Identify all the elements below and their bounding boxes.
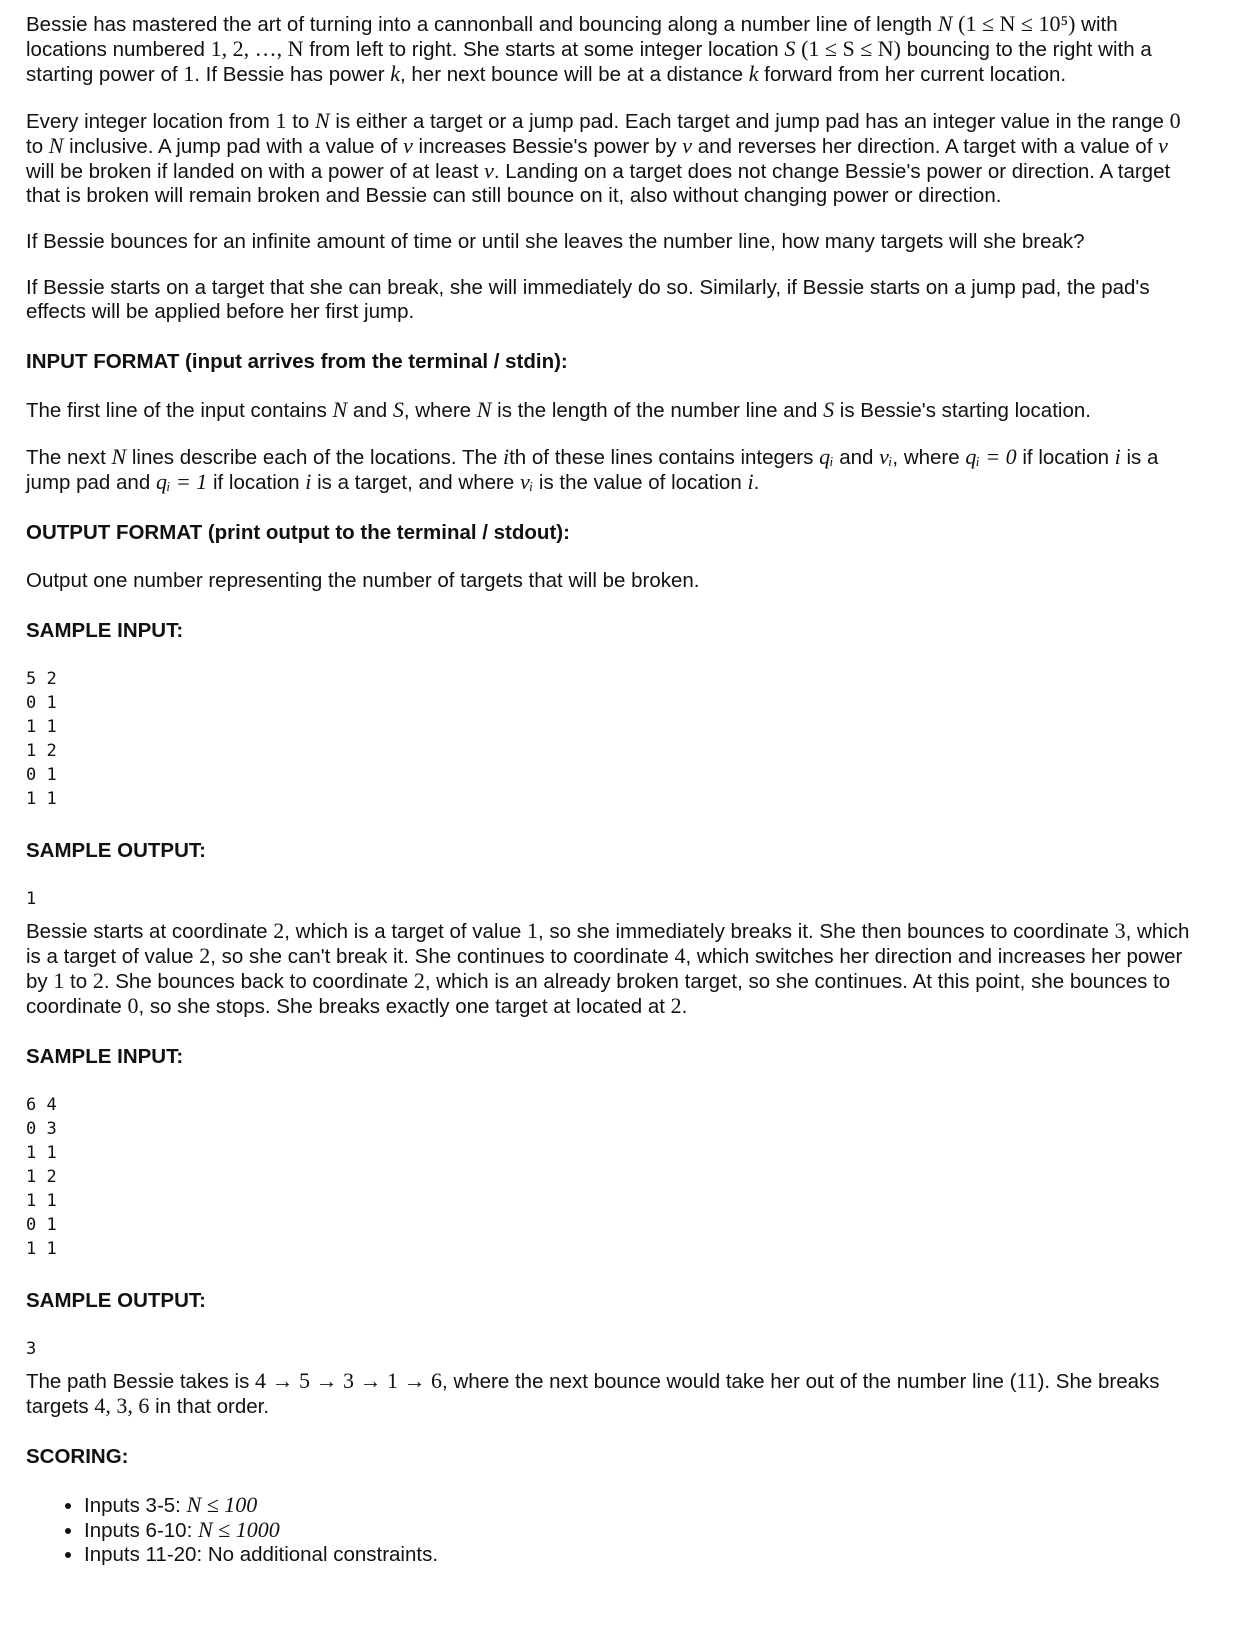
text: , which is a target of value — [26, 920, 1190, 968]
math: 1 — [526, 918, 538, 943]
text: , which switches her direction and increases her power by — [26, 945, 1183, 993]
text: The path Bessie takes is — [26, 1370, 256, 1393]
text: to — [64, 970, 93, 993]
math: 2 — [273, 918, 285, 943]
math: N — [332, 397, 348, 422]
math: qᵢ = 1 — [155, 469, 208, 494]
math: vᵢ — [519, 469, 534, 494]
text: Every integer location from — [26, 110, 276, 133]
text: . If Bessie has power — [194, 63, 391, 86]
output-format-paragraph: Output one number representing the number of targets that will be broken. — [26, 569, 700, 592]
text: is the value of location — [533, 471, 748, 494]
text: , which is a target of value — [284, 920, 527, 943]
math: S — [392, 397, 404, 422]
math: S — [823, 397, 835, 422]
math: N — [315, 108, 330, 133]
math: N — [476, 397, 492, 422]
text: , which is an already broken target, so she continues. At this point, she bounces to coordinate — [26, 970, 1171, 1018]
text: . She bounces back to coordinate — [103, 970, 414, 993]
math: i — [747, 469, 754, 494]
math: i — [502, 444, 510, 469]
intro-paragraph-4: If Bessie starts on a target that she can break, she will immediately do so. Similarly, if Bessie starts on a jump pad, the pad's effects will be applied before her first jump. — [26, 276, 1150, 323]
math: 1 — [53, 968, 65, 993]
text: . — [753, 471, 760, 494]
sample-input-heading-2: SAMPLE INPUT: — [26, 1045, 184, 1068]
math-targets: 4, 3, 6 — [94, 1393, 150, 1418]
text: Inputs 3-5: — [84, 1494, 187, 1517]
math: k — [748, 61, 759, 86]
text: th of these lines contains integers — [509, 446, 820, 469]
math: i — [305, 469, 312, 494]
math-constraint-s: (1 ≤ S ≤ N) — [801, 36, 901, 61]
text: The next — [26, 446, 112, 469]
text: forward from her current location. — [758, 63, 1067, 86]
text: , so she can't break it. She continues to coordinate — [210, 945, 675, 968]
text: is a target, and where — [311, 471, 520, 494]
math: N — [111, 444, 127, 469]
text: The first line of the input contains — [26, 399, 333, 422]
math: v — [1158, 133, 1168, 158]
math: 4 — [674, 943, 686, 968]
input-format-paragraph-1 — [26, 398, 1200, 423]
math: 1 — [183, 61, 195, 86]
text: if location — [1016, 446, 1115, 469]
math: v — [484, 158, 494, 183]
sample-input-heading-1: SAMPLE INPUT: — [26, 619, 184, 642]
text: with locations numbered — [26, 13, 1118, 61]
math: N — [937, 11, 953, 36]
sample-explanation-2 — [26, 1369, 1200, 1419]
text: inclusive. A jump pad with a value of — [63, 135, 404, 158]
text: and — [833, 446, 880, 469]
text: is Bessie's starting location. — [834, 399, 1091, 422]
text: , so she stops. She breaks exactly one target at located at — [138, 995, 671, 1018]
math-constraint-n: (1 ≤ N ≤ 10⁵) — [958, 11, 1076, 36]
intro-paragraph-1 — [26, 12, 1200, 87]
scoring-item — [84, 1518, 1200, 1543]
text: lines describe each of the locations. The — [126, 446, 503, 469]
math: N ≤ 1000 — [197, 1517, 280, 1542]
intro-paragraph-3: If Bessie bounces for an infinite amount of time or until she leaves the number line, how many targets will she break? — [26, 230, 1085, 253]
math: qᵢ — [819, 444, 834, 469]
text: if location — [207, 471, 306, 494]
input-format-paragraph-2 — [26, 445, 1200, 495]
math: N ≤ 100 — [186, 1492, 258, 1517]
output-format-heading: OUTPUT FORMAT (print output to the terminal / stdout): — [26, 521, 570, 544]
sample-input-1: 5 2 0 1 1 1 1 2 0 1 1 1 — [26, 669, 57, 809]
text: Bessie starts at coordinate — [26, 920, 274, 943]
math: N — [48, 133, 64, 158]
sample-input-2: 6 4 0 3 1 1 1 2 1 1 0 1 1 1 — [26, 1095, 57, 1259]
math-path: 4 → 5 → 3 → 1 → 6 — [255, 1368, 443, 1393]
scoring-list — [26, 1493, 1200, 1567]
text: , where — [892, 446, 966, 469]
text: from left to right. She starts at some integer location — [303, 38, 785, 61]
math: k — [390, 61, 400, 86]
text: will be broken if landed on with a power of at least — [26, 160, 485, 183]
math: 2 — [670, 993, 682, 1018]
math: 11 — [1016, 1368, 1038, 1393]
text: to — [286, 110, 316, 133]
text: is either a target or a jump pad. Each target and jump pad has an integer value in the range — [329, 110, 1170, 133]
math: 3 — [1114, 918, 1126, 943]
sample-output-heading-1: SAMPLE OUTPUT: — [26, 839, 206, 862]
sample-explanation-1 — [26, 919, 1200, 1019]
math: 2 — [92, 968, 104, 993]
text: Inputs 6-10: — [84, 1519, 198, 1542]
text: Inputs 11-20: No additional constraints. — [84, 1543, 439, 1566]
sample-output-1: 1 — [26, 889, 37, 909]
text: ). She breaks targets — [26, 1370, 1160, 1418]
math: S — [784, 36, 796, 61]
text: is the length of the number line and — [491, 399, 824, 422]
scoring-item — [84, 1543, 1200, 1567]
text: is a jump pad and — [26, 446, 1159, 494]
text: to — [26, 135, 49, 158]
text: , where — [403, 399, 477, 422]
math: 2 — [413, 968, 425, 993]
sample-output-heading-2: SAMPLE OUTPUT: — [26, 1289, 206, 1312]
math: vᵢ — [879, 444, 893, 469]
math: i — [1114, 444, 1121, 469]
math: 2 — [199, 943, 211, 968]
text: and — [347, 399, 393, 422]
math-sequence: 1, 2, …, N — [210, 36, 304, 61]
text: bouncing to the right with a starting power of — [26, 38, 1152, 86]
math: 1 — [275, 108, 287, 133]
intro-paragraph-2 — [26, 109, 1200, 208]
math: v — [403, 133, 413, 158]
sample-output-2: 3 — [26, 1339, 37, 1359]
text: Bessie has mastered the art of turning into a cannonball and bouncing along a number line of length — [26, 13, 938, 36]
text: and reverses her direction. A target with a value of — [692, 135, 1159, 158]
text: , so she immediately breaks it. She then bounces to coordinate — [537, 920, 1115, 943]
math: 0 — [1169, 108, 1181, 133]
text: , her next bounce will be at a distance — [400, 63, 749, 86]
text: , where the next bounce would take her out of the number line ( — [442, 1370, 1017, 1393]
scoring-heading: SCORING: — [26, 1445, 129, 1468]
text: . — [681, 995, 688, 1018]
input-format-heading: INPUT FORMAT (input arrives from the terminal / stdin): — [26, 350, 568, 373]
scoring-item — [84, 1493, 1200, 1518]
math: qᵢ = 0 — [965, 444, 1017, 469]
math: 0 — [127, 993, 139, 1018]
math: v — [682, 133, 693, 158]
text: increases Bessie's power by — [412, 135, 683, 158]
text: . Landing on a target does not change Bessie's power or direction. A target that is broken will remain broken and Bessie can still bounce on it, also without changing power or direction. — [26, 160, 1171, 207]
text: in that order. — [149, 1395, 270, 1418]
